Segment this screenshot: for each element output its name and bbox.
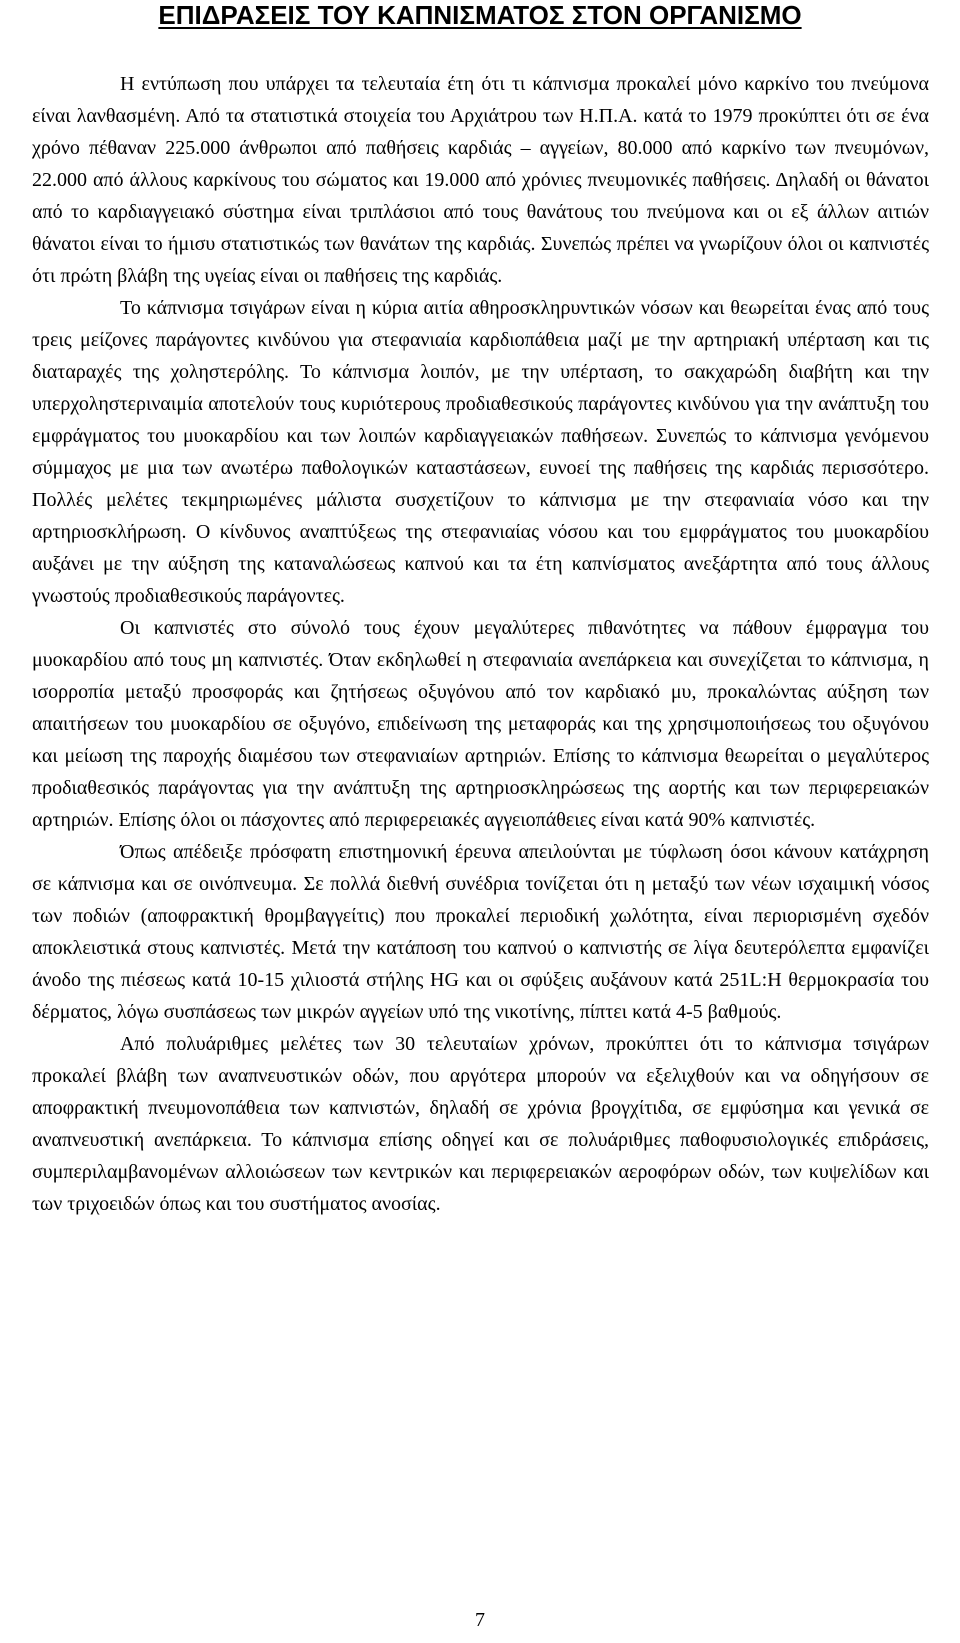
paragraph: Η εντύπωση που υπάρχει τα τελευταία έτη ότι τι κάπνισμα προκαλεί μόνο καρκίνο του πνεύμονα είναι λανθασμένη. Από τα στατιστικά στοιχεία του Αρχιάτρου των Η.Π.Α. κατά το 1979 προκύπτει ότι σε ένα χρόνο πέθαναν 225.000 άνθρωποι από παθήσεις καρδιάς – αγγείων, 80.000 από καρκίνο των πνευμόνων, 22.000 από άλλους καρκίνους του σώματος και 19.000 από χρόνιες πνευμονικές παθήσεις. Δηλαδή οι θάνατοι από το καρδιαγγειακό σύστημα είναι τριπλάσιοι από τους θανάτους του πνεύμονα και οι εξ άλλων αιτιών θάνατοι είναι το ήμισυ στατιστικώς των θανάτων της καρδιάς. Συνεπώς πρέπει να γνωρίζουν όλοι οι καπνιστές ότι πρώτη βλάβη της υγείας είναι οι παθήσεις της καρδιάς. (32, 73, 929, 287)
paragraph: Από πολυάριθμες μελέτες των 30 τελευταίων χρόνων, προκύπτει ότι το κάπνισμα τσιγάρων προκαλεί βλάβη των αναπνευστικών οδών, που αργότερα μπορούν να εξελιχθούν και να οδηγήσουν σε αποφρακτική πνευμονοπάθεια των καπνιστών, δηλαδή σε χρόνια βρογχίτιδα, σε εμφύσημα και γενικά σε αναπνευστική ανεπάρκεια. Το κάπνισμα επίσης οδηγεί και σε πολυάριθμες παθοφυσιολογικές επιδράσεις, συμπεριλαμβανομένων αλλοιώσεων των κεντρικών και περιφερειακών αεροφόρων οδών, των κυψελίδων και των τριχοειδών όπως και του συστήματος ανοσίας. (32, 1033, 929, 1215)
document-body (32, 68, 929, 1220)
paragraph: Όπως απέδειξε πρόσφατη επιστημονική έρευνα απειλούνται με τύφλωση όσοι κάνουν κατάχρηση σε κάπνισμα και σε οινόπνευμα. Σε πολλά διεθνή συνέδρια τονίζεται ότι η μεταξύ των νέων ισχαιμική νόσος των ποδιών (αποφρακτική θρομβαγγείτις) που προκαλεί περιοδική χωλότητα, είναι περιορισμένη σχεδόν αποκλειστικά στους καπνιστές. Μετά την κατάποση του καπνού ο καπνιστής σε λίγα δευτερόλεπτα εμφανίζει άνοδο της πιέσεως κατά 10-15 χιλιοστά στήλης HG και οι σφύξεις αυξάνουν κατά 251L:H θερμοκρασία του δέρματος, λόγω συσπάσεως των μικρών αγγείων υπό της νικοτίνης, πίπτει κατά 4-5 βαθμούς. (32, 841, 929, 1023)
page-number: 7 (475, 1609, 485, 1631)
document-title: ΕΠΙΔΡΑΣΕΙΣ ΤΟΥ ΚΑΠΝΙΣΜΑΤΟΣ ΣΤΟΝ ΟΡΓΑΝΙΣΜΟ (158, 0, 802, 30)
paragraph: Οι καπνιστές στο σύνολό τους έχουν μεγαλύτερες πιθανότητες να πάθουν έμφραγμα του μυοκαρδίου από τους μη καπνιστές. Όταν εκδηλωθεί η στεφανιαία ανεπάρκεια και συνεχίζεται το κάπνισμα, η ισορροπία μεταξύ προσφοράς και ζητήσεως οξυγόνου από τον καρδιακό μυ, προκαλώντας αύξηση των απαιτήσεων του μυοκαρδίου σε οξυγόνο, επιδείνωση της μεταφοράς και της χρησιμοποιήσεως του οξυγόνου και μείωση της παροχής διαμέσου των στεφανιαίων αρτηριών. Επίσης το κάπνισμα θεωρείται ο μεγαλύτερος προδιαθεσικός παράγοντας για την ανάπτυξη της αρτηριοσκληρώσεως της αορτής και των περιφερειακών αρτηριών. Επίσης όλοι οι πάσχοντες από περιφερειακές αγγειοπάθειες είναι κατά 90% καπνιστές. (32, 617, 929, 831)
paragraph: Το κάπνισμα τσιγάρων είναι η κύρια αιτία αθηροσκληρυντικών νόσων και θεωρείται ένας από τους τρεις μείζονες παράγοντες κινδύνου για στεφανιαία καρδιοπάθεια μαζί με την αρτηριακή υπέρταση και τις διαταραχές της χοληστερόλης. Το κάπνισμα λοιπόν, με την υπέρταση, το σακχαρώδη διαβήτη και την υπερχοληστεριναιμία αποτελούν τους κυριότερους προδιαθεσικούς παράγοντες κινδύνου για την ανάπτυξη του εμφράγματος του μυοκαρδίου και των λοιπών καρδιαγγειακών παθήσεων. Συνεπώς το κάπνισμα γενόμενου σύμμαχος με μια των ανωτέρω παθολογικών καταστάσεων, ευνοεί της παθήσεις της καρδιάς περισσότερο. Πολλές μελέτες τεκμηριωμένες μάλιστα συσχετίζουν το κάπνισμα με την στεφανιαία νόσο και την αρτηριοσκλήρωση. Ο κίνδυνος αναπτύξεως της στεφανιαίας νόσου και του εμφράγματος του μυοκαρδίου αυξάνει με την αύξηση της καταναλώσεως καπνού και τα έτη καπνίσματος ανεξάρτητα από τους άλλους γνωστούς προδιαθεσικούς παράγοντες. (32, 297, 929, 607)
